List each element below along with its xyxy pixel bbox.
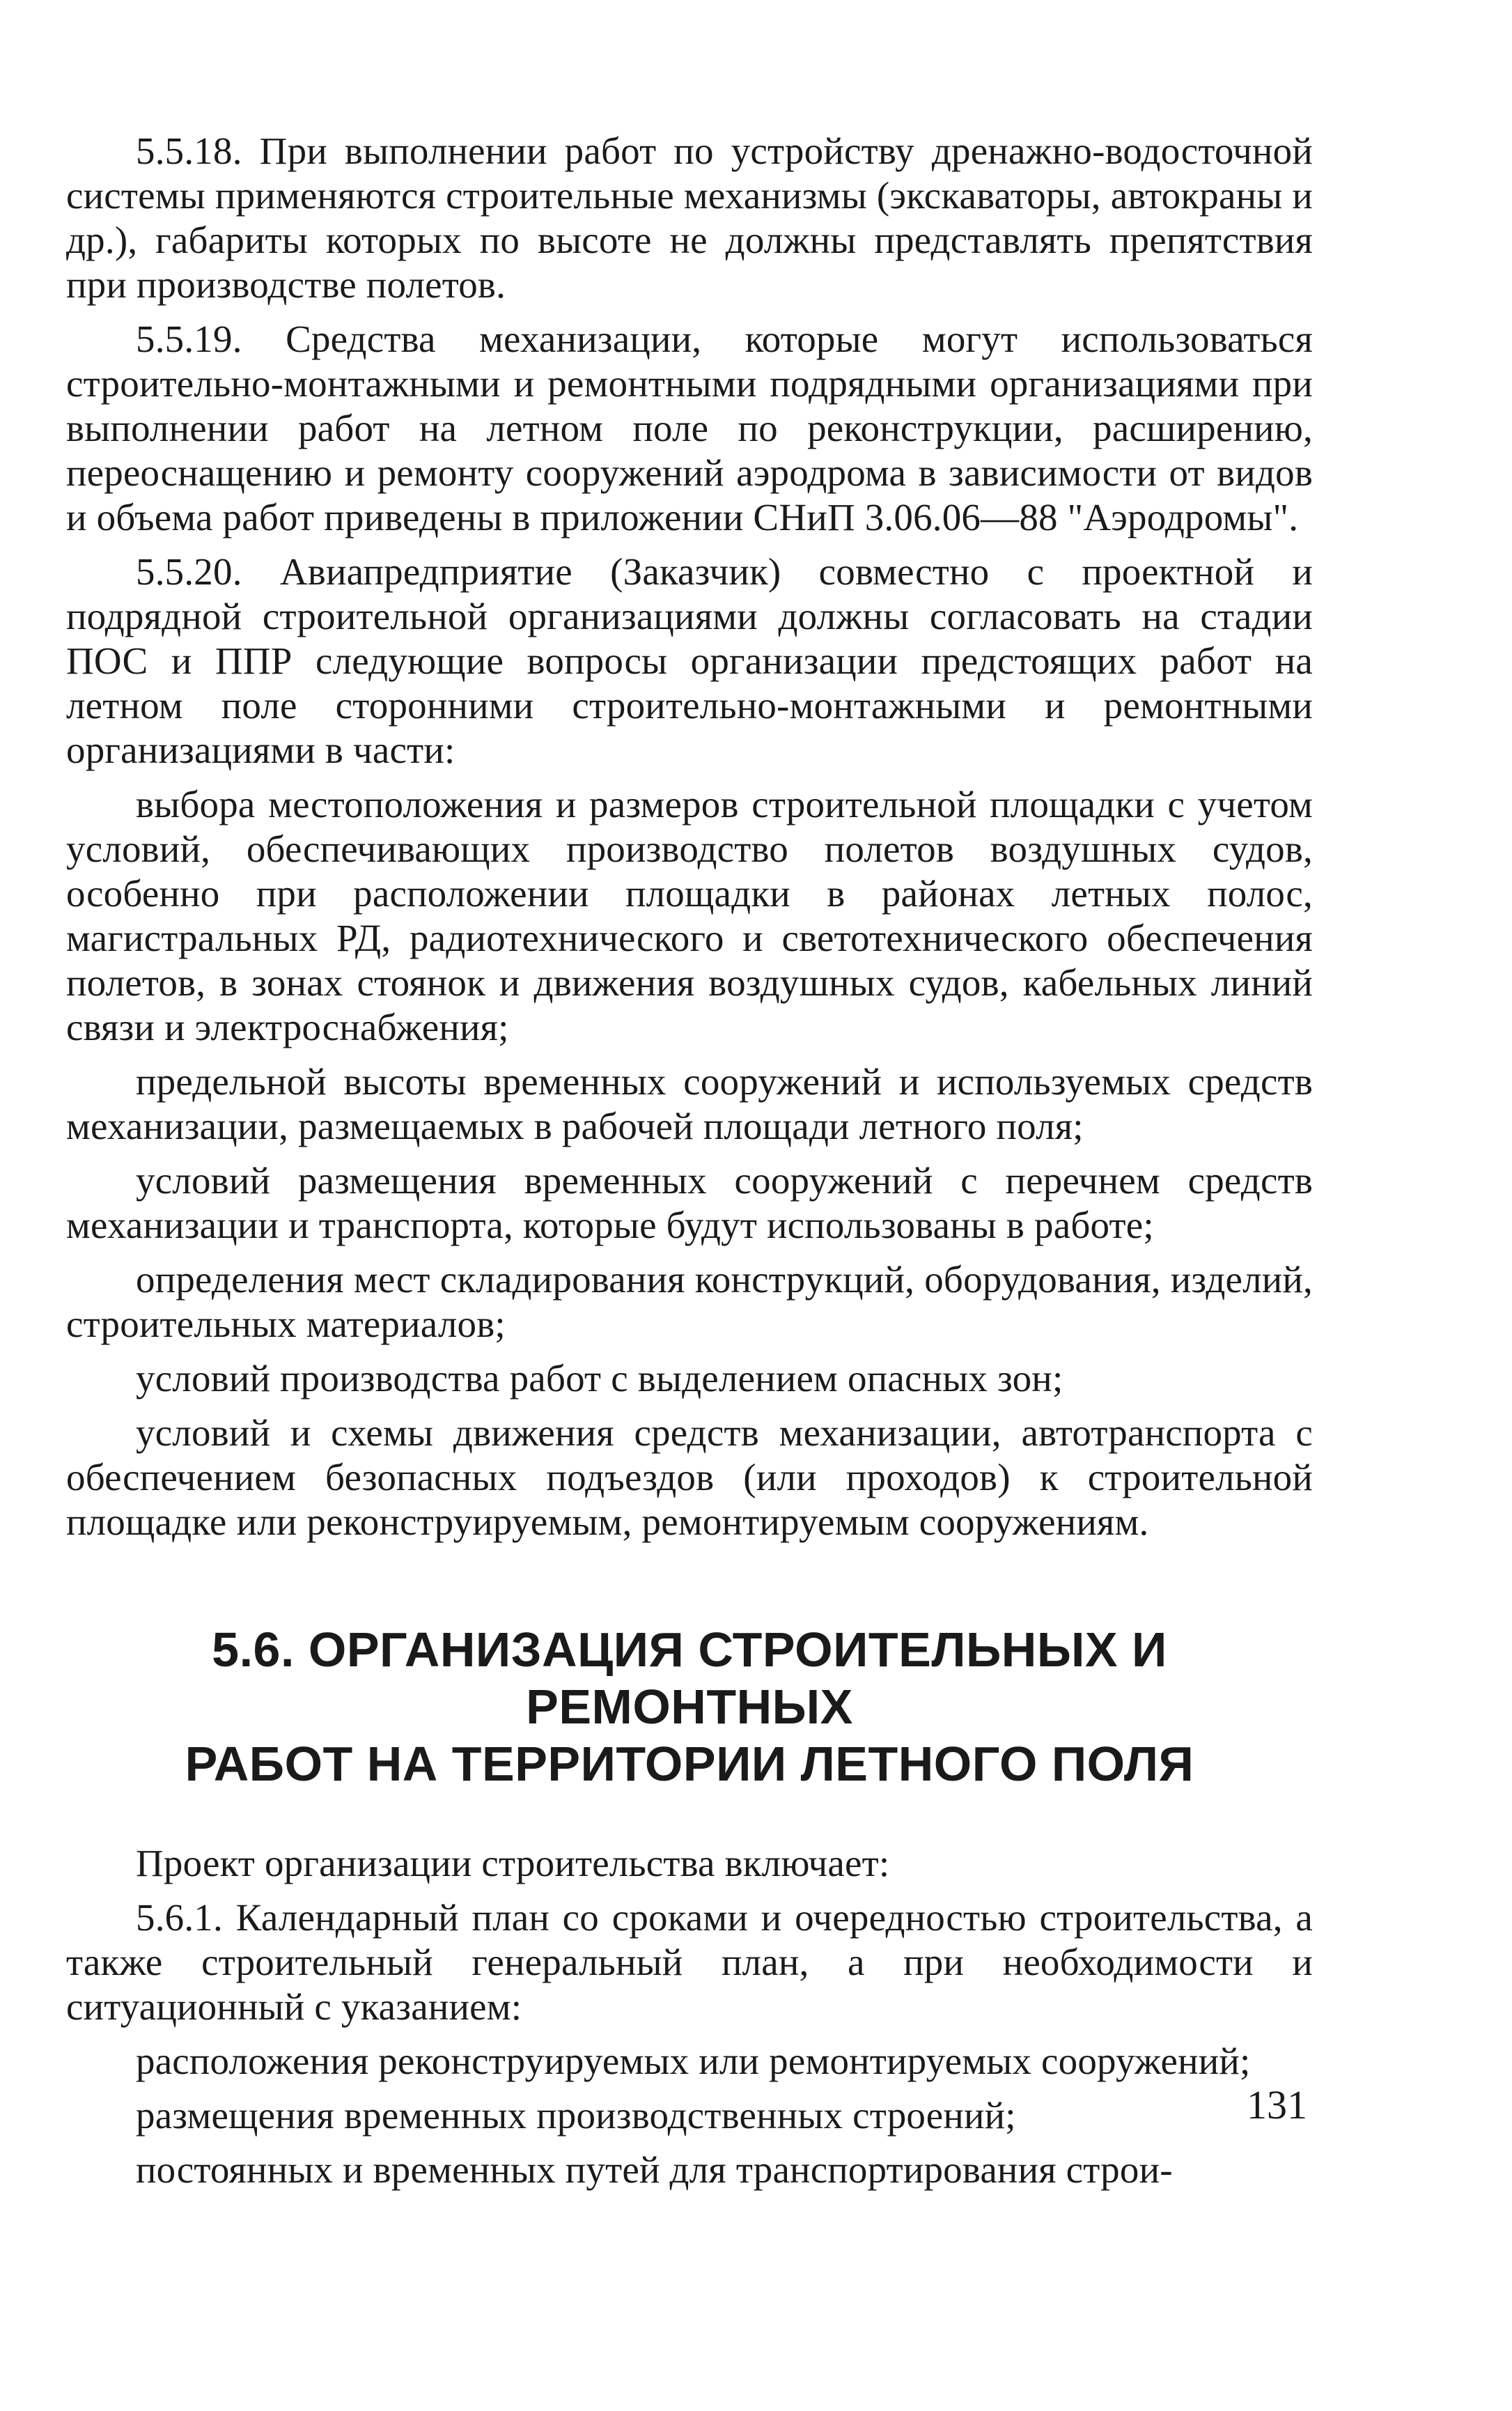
paragraph-5-5-20: 5.5.20. Авиапредприятие (Заказчик) совместно с проектной и подрядной строительной организациями должны согласовать на стадии ПОС и ППР следующие вопросы организации предстоящих работ на летном поле сторонними строительно-монтажными и ремонтными организациями в части: bbox=[66, 550, 1313, 771]
list-item-reconstructed-location: расположения реконструируемых или ремонтируемых сооружений; bbox=[136, 2040, 1251, 2082]
page-number: 131 bbox=[1247, 2082, 1307, 2127]
list-item-danger-zones: условий производства работ с выделением опасных зон; bbox=[136, 1357, 1063, 1400]
paragraph-pos-includes: Проект организации строительства включает: bbox=[136, 1842, 890, 1884]
paragraph-5-5-18: 5.5.18. При выполнении работ по устройству дренажно-водосточной системы применяются строительные механизмы (экскаваторы, автокраны и др.), габариты которых по высоте не должны представлять препятствия при производстве полетов. bbox=[66, 130, 1313, 306]
list-item-max-height: предельной высоты временных сооружений и используемых средств механизации, размещаемых в рабочей площади летного поля; bbox=[66, 1060, 1313, 1147]
paragraph-5-6-1: 5.6.1. Календарный план со сроками и очередностью строительства, а также строительный генеральный план, а при необходимости и ситуационный с указанием: bbox=[66, 1896, 1313, 2028]
document-page bbox=[66, 129, 1313, 2202]
paragraph-5-5-19: 5.5.19. Средства механизации, которые могут использоваться строительно-монтажными и ремонтными подрядными организациями при выполнении работ на летном поле по реконструкции, расширению, переоснащению и ремонту сооружений аэродрома в зависимости от видов и объема работ приведены в приложении СНиП 3.06.06—88 "Аэродромы". bbox=[66, 318, 1313, 538]
list-item-temporary-structures: условий размещения временных сооружений с перечнем средств механизации и транспорта, которые будут использованы в работе; bbox=[66, 1159, 1313, 1246]
section-heading-line-1: 5.6. ОРГАНИЗАЦИЯ СТРОИТЕЛЬНЫХ И РЕМОНТНЫХ bbox=[212, 1622, 1167, 1734]
section-heading-line-2: РАБОТ НА ТЕРРИТОРИИ ЛЕТНОГО ПОЛЯ bbox=[185, 1737, 1194, 1791]
list-item-transport-paths: постоянных и временных путей для транспортирования строи- bbox=[136, 2148, 1173, 2191]
list-item-storage-places: определения мест складирования конструкций, оборудования, изделий, строительных материалов; bbox=[66, 1258, 1313, 1345]
list-item-traffic-scheme: условий и схемы движения средств механизации, автотранспорта с обеспечением безопасных подъездов (или проходов) к строительной площадке или реконструируемым, ремонтируемым сооружениям. bbox=[66, 1411, 1313, 1543]
section-heading-5-6 bbox=[66, 1621, 1313, 1792]
list-item-temporary-buildings: размещения временных производственных строений; bbox=[136, 2094, 1016, 2137]
list-item-site-location: выбора местоположения и размеров строительной площадки с учетом условий, обеспечивающих производство полетов воздушных судов, особенно при расположении площадки в районах летных полос, магистральных РД, радиотехнического и светотехнического обеспечения полетов, в зонах стоянок и движения воздушных судов, кабельных линий связи и электроснабжения; bbox=[66, 783, 1313, 1048]
